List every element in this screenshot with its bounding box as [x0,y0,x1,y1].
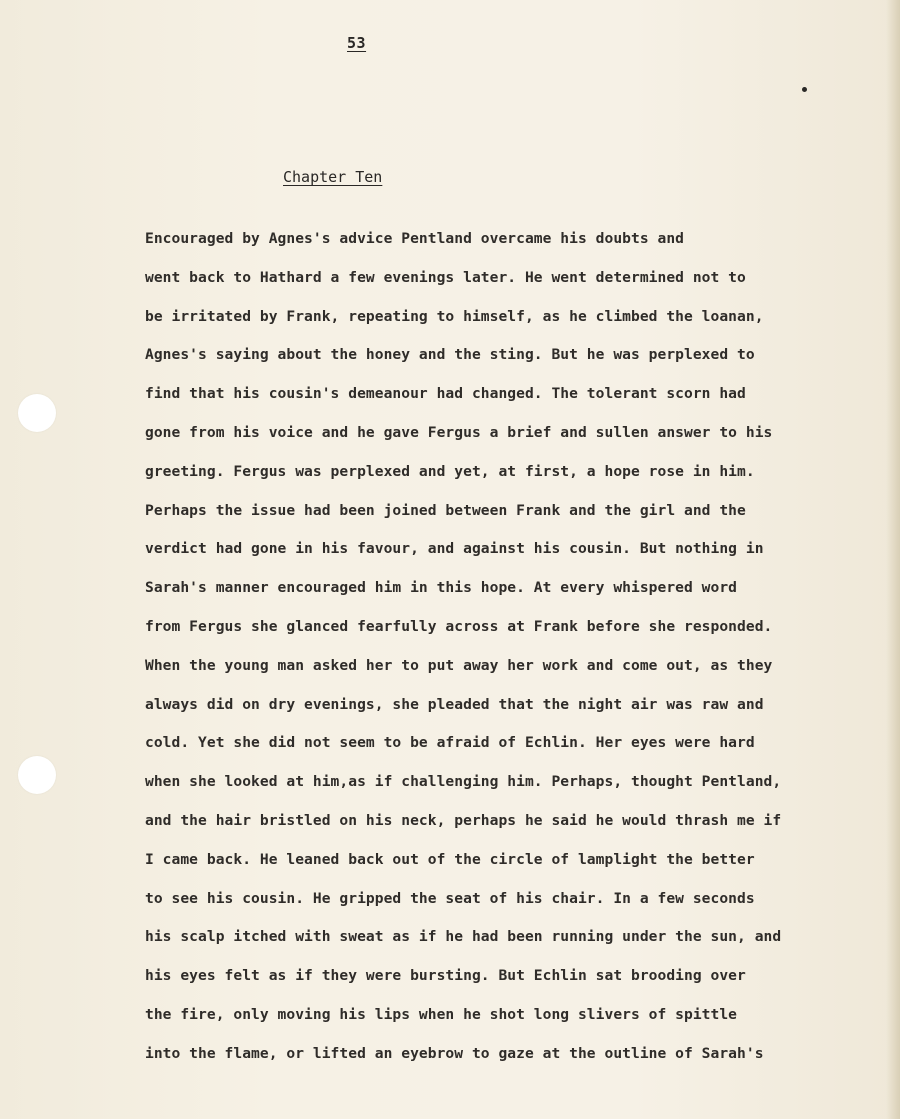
text-line: cold. Yet she did not seem to be afraid of Echlin. Her eyes were hard [145,734,755,752]
text-line: and the hair bristled on his neck, perhaps he said he would thrash me if [145,811,782,829]
text-line: Sarah's manner encouraged him in this hope. At every whispered word [145,579,738,597]
punch-hole [18,394,56,432]
text-line: be irritated by Frank, repeating to himself, as he climbed the loanan, [145,307,764,325]
text-line: greeting. Fergus was perplexed and yet, at first, a hope rose in him. [145,462,755,480]
page-edge-shadow [886,0,900,1119]
body-text [145,227,885,1081]
text-line: his scalp itched with sweat as if he had been running under the sun, and [145,928,782,946]
chapter-title: Chapter Ten [283,168,383,186]
text-line: Encouraged by Agnes's advice Pentland overcame his doubts and [145,230,685,247]
text-line: went back to Hathard a few evenings later. He went determined not to [145,268,746,286]
text-line: When the young man asked her to put away her work and come out, as they [145,656,773,674]
text-line: I came back. He leaned back out of the circle of lamplight the better [145,850,755,868]
text-line: to see his cousin. He gripped the seat of his chair. In a few seconds [145,889,755,907]
text-line: Perhaps the issue had been joined between Frank and the girl and the [145,501,746,519]
text-line: find that his cousin's demeanour had changed. The tolerant scorn had [145,385,746,403]
ink-speck [802,87,807,92]
text-line: gone from his voice and he gave Fergus a brief and sullen answer to his [145,423,773,441]
text-line: into the flame, or lifted an eyebrow to gaze at the outline of Sarah's [145,1044,764,1062]
page-number: 53 [347,34,367,52]
text-line: his eyes felt as if they were bursting. But Echlin sat brooding over [145,967,746,985]
text-line: when she looked at him,as if challenging him. Perhaps, thought Pentland, [145,773,782,791]
punch-hole [18,756,56,794]
text-line: Agnes's saying about the honey and the sting. But he was perplexed to [145,346,755,364]
text-line: verdict had gone in his favour, and against his cousin. But nothing in [145,540,764,558]
text-line: always did on dry evenings, she pleaded that the night air was raw and [145,695,764,713]
text-line: the fire, only moving his lips when he shot long slivers of spittle [145,1005,738,1023]
text-line: from Fergus she glanced fearfully across at Frank before she responded. [145,617,773,635]
